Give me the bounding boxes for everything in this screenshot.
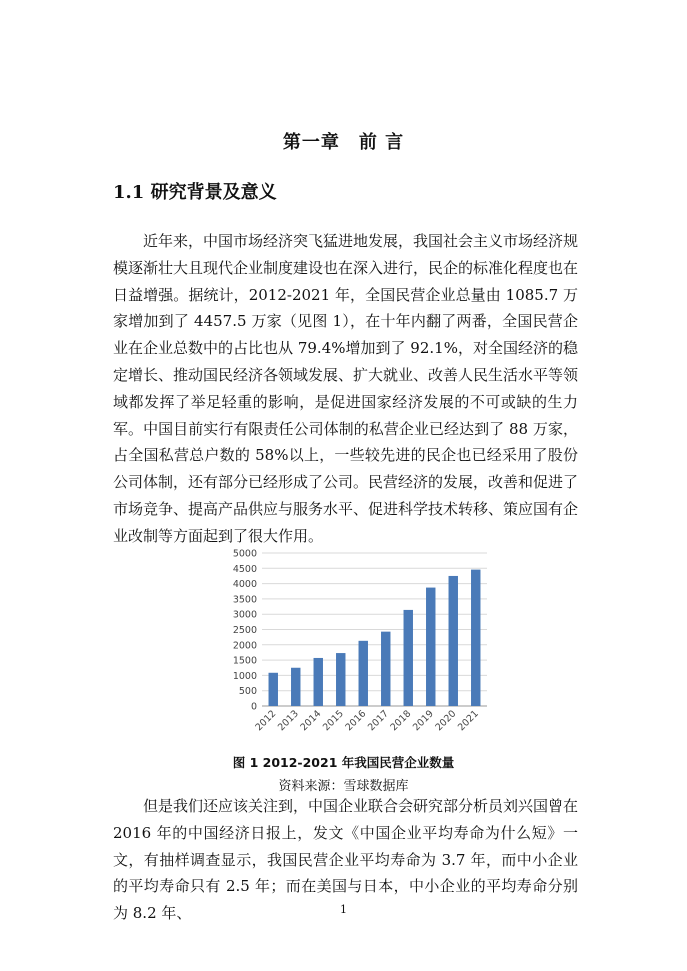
x-tick-label: 2020 bbox=[433, 708, 459, 734]
x-tick-label: 2015 bbox=[320, 708, 346, 734]
bar-2020 bbox=[449, 576, 458, 706]
y-tick-label: 1000 bbox=[232, 670, 257, 682]
y-tick-label: 1500 bbox=[232, 655, 257, 667]
bar-2017 bbox=[381, 632, 390, 706]
bar-2015 bbox=[336, 653, 345, 706]
x-tick-label: 2014 bbox=[298, 708, 324, 734]
x-tick-label: 2017 bbox=[365, 708, 391, 734]
bar-2016 bbox=[359, 641, 368, 706]
bar-2012 bbox=[269, 673, 278, 706]
paragraph-lifespan: 但是我们还应该关注到，中国企业联合会研究部分析员刘兴国曾在 2016 年的中国经济日报上，发文《中国企业平均寿命为什么短》一文，有抽样调查显示，我国民营企业平均寿命为 3.7 年，而中小企业的平均寿命只有 2.5 年；而在美国与日本，中小企业的平均寿命分别为 8.2 年、 bbox=[113, 797, 579, 923]
figure-source: 资料来源：雪球数据库 bbox=[278, 779, 409, 794]
y-tick-label: 2000 bbox=[232, 640, 257, 652]
bar-2013 bbox=[291, 668, 300, 706]
bar-2019 bbox=[426, 588, 435, 706]
x-tick-label: 2018 bbox=[388, 708, 414, 734]
x-tick-label: 2021 bbox=[455, 708, 481, 734]
bar-2021 bbox=[471, 570, 480, 706]
y-tick-label: 4500 bbox=[232, 563, 257, 575]
x-tick-label: 2016 bbox=[343, 708, 369, 734]
y-tick-label: 2500 bbox=[232, 625, 257, 636]
y-tick-label: 3500 bbox=[232, 594, 257, 606]
bar-chart bbox=[222, 545, 492, 745]
figure-bar-chart bbox=[222, 545, 492, 745]
y-tick-label: 4000 bbox=[232, 579, 257, 591]
x-tick-label: 2019 bbox=[410, 708, 436, 734]
x-tick-label: 2013 bbox=[275, 708, 301, 734]
paragraph-intro: 近年来，中国市场经济突飞猛进地发展，我国社会主义市场经济规模逐渐壮大且现代企业制度建设也在深入进行，民企的标准化程度也在日益增强。据统计，2012-2021 年，全国民营企业总量由 1085.7 万家增加到了 4457.5 万家（见图 1），在十年内翻了两番，全国民营企业在企业总数中的占比也从 79.4%增加到了 92.1%，对全国经济的稳定增长、推动国民经济各领域发展、扩大就业、改善人民生活水平等领域都发挥了举足轻重的影响，是促进国家经济发展的不可或缺的生力军。中国目前实行有限责任公司体制的私营企业已经达到了 88 万家，占全国私营总户数的 58%以上，一些较先进的民企也已经采用了股份公司体制，还有部分已经形成了公司。民营经济的发展，改善和促进了市场竞争、提高产品供应与服务水平、促进科学技术转移、策应国有企业改制等方面起到了很大作用。 bbox=[113, 232, 579, 545]
section-title: 1.1 研究背景及意义 bbox=[113, 182, 277, 203]
y-tick-label: 500 bbox=[238, 686, 257, 698]
page-number: 1 bbox=[340, 903, 347, 916]
x-tick-label: 2012 bbox=[253, 708, 279, 734]
bar-2014 bbox=[314, 658, 323, 706]
figure-caption: 图 1 2012-2021 年我国民营企业数量 bbox=[232, 755, 455, 770]
bar-2018 bbox=[404, 610, 413, 706]
y-tick-label: 0 bbox=[250, 701, 257, 713]
y-tick-label: 5000 bbox=[232, 548, 257, 560]
y-tick-label: 3000 bbox=[232, 609, 257, 621]
chapter-title: 第一章 前 言 bbox=[282, 132, 405, 153]
